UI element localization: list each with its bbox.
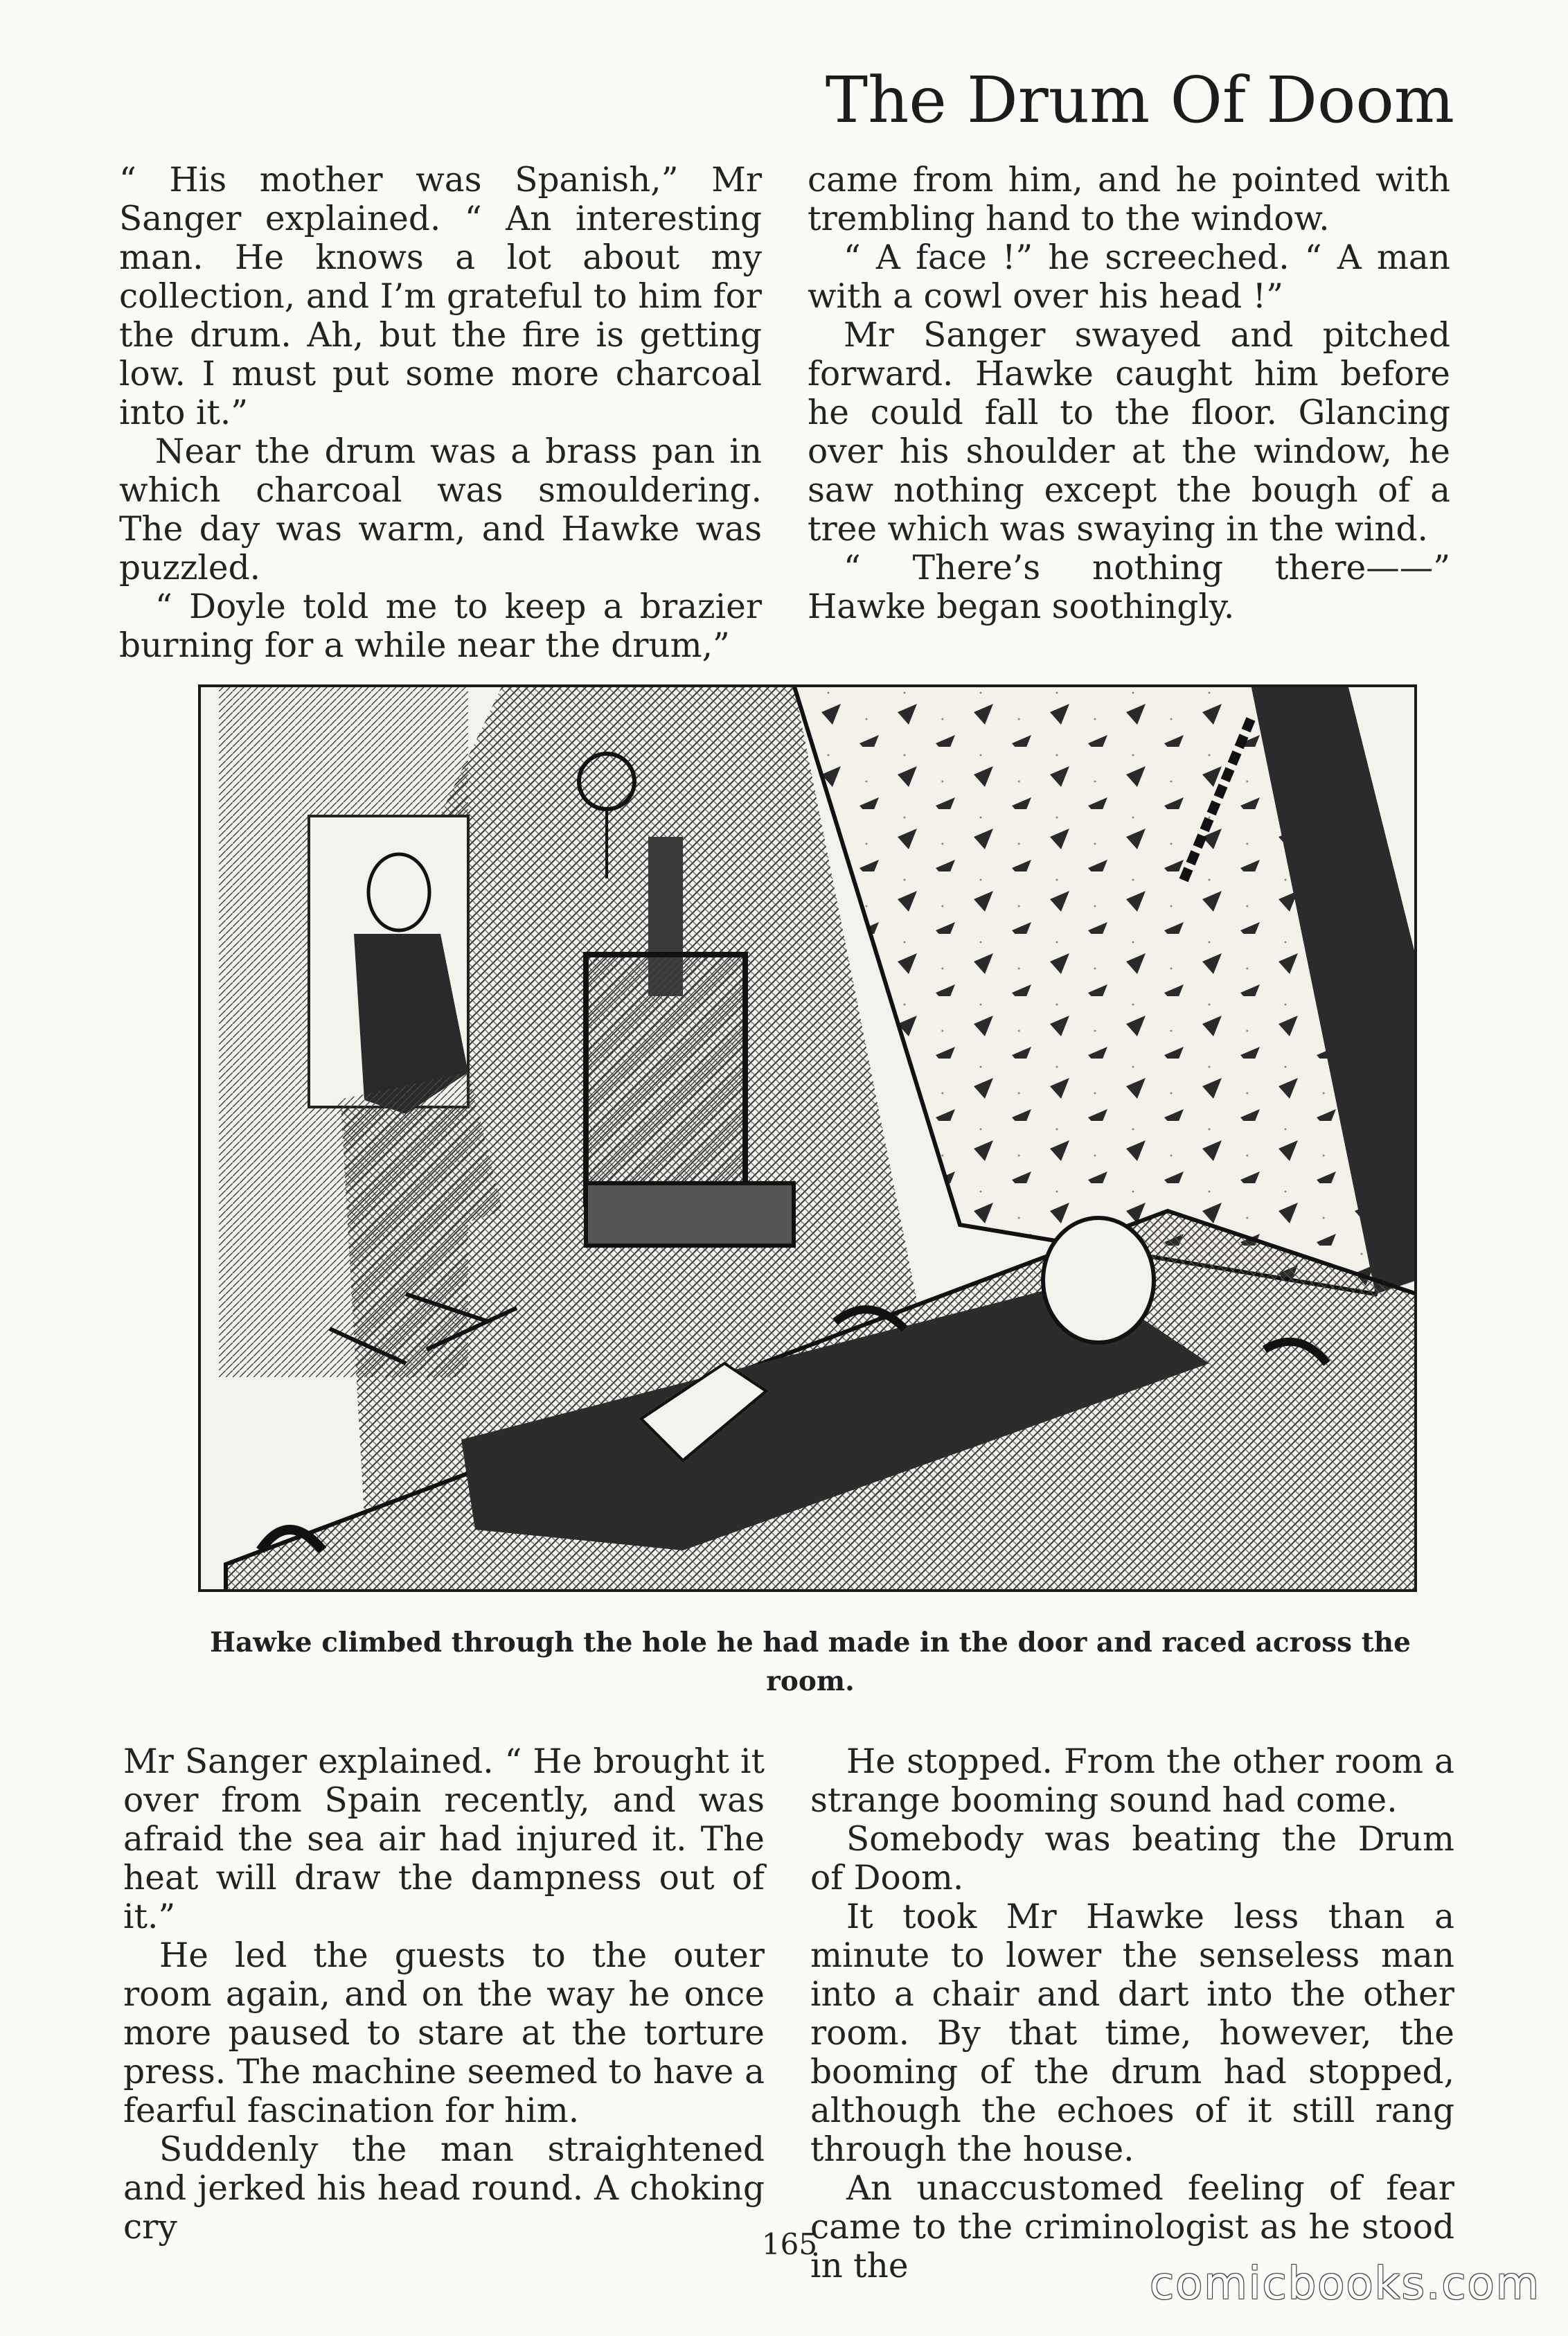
paragraph: He stopped. From the other room a strange booming sound had come. (810, 1742, 1454, 1820)
text-column-top-left (119, 161, 762, 665)
paragraph: “ A face !” he screeched. “ A man with a cowl over his head !” (808, 238, 1450, 316)
text-column-bottom-right (810, 1742, 1454, 2285)
text-column-top-right (808, 161, 1450, 626)
paragraph: came from him, and he pointed with trembling hand to the window. (808, 161, 1450, 238)
story-title: The Drum Of Doom (825, 63, 1454, 137)
paragraph: “ There’s nothing there——” Hawke began soothingly. (808, 549, 1450, 626)
paragraph: Mr Sanger swayed and pitched forward. Hawke caught him before he could fall to the floor. Glancing over his shoulder at the window, he saw nothing except the bough of a tree which was swaying in the wind. (808, 316, 1450, 549)
paragraph: It took Mr Hawke less than a minute to lower the senseless man into a chair and dart into the other room. By that time, however, the booming of the drum had stopped, although the echoes of it still rang through the house. (810, 1897, 1454, 2169)
story-illustration (198, 684, 1417, 1592)
paragraph: Near the drum was a brass pan in which charcoal was smouldering. The day was warm, and Hawke was puzzled. (119, 432, 762, 587)
paragraph: He led the guests to the outer room again, and on the way he once more paused to stare at the torture press. The machine seemed to have a fearful fascination for him. (123, 1936, 765, 2130)
illustration-caption: Hawke climbed through the hole he had made in the door and raced across the room. (210, 1627, 1411, 1697)
paragraph: Somebody was beating the Drum of Doom. (810, 1820, 1454, 1897)
paragraph: Suddenly the man straightened and jerked his head round. A choking cry (123, 2130, 765, 2247)
watermark: comicbooks.com (1150, 2258, 1541, 2310)
text-column-bottom-left (123, 1742, 765, 2247)
paragraph: “ Doyle told me to keep a brazier burning for a while near the drum,” (119, 587, 762, 665)
paragraph: “ His mother was Spanish,” Mr Sanger explained. “ An interesting man. He knows a lot about my collection, and I’m grateful to him for the drum. Ah, but the fire is getting low. I must put some more charcoal into it.” (119, 161, 762, 432)
paragraph: Mr Sanger explained. “ He brought it over from Spain recently, and was afraid the sea air had injured it. The heat will draw the dampness out of it.” (123, 1742, 765, 1936)
paragraph: An unaccustomed feeling of fear came to the criminologist as he stood in the (810, 2169, 1454, 2285)
page-number: 165 (761, 2227, 818, 2261)
